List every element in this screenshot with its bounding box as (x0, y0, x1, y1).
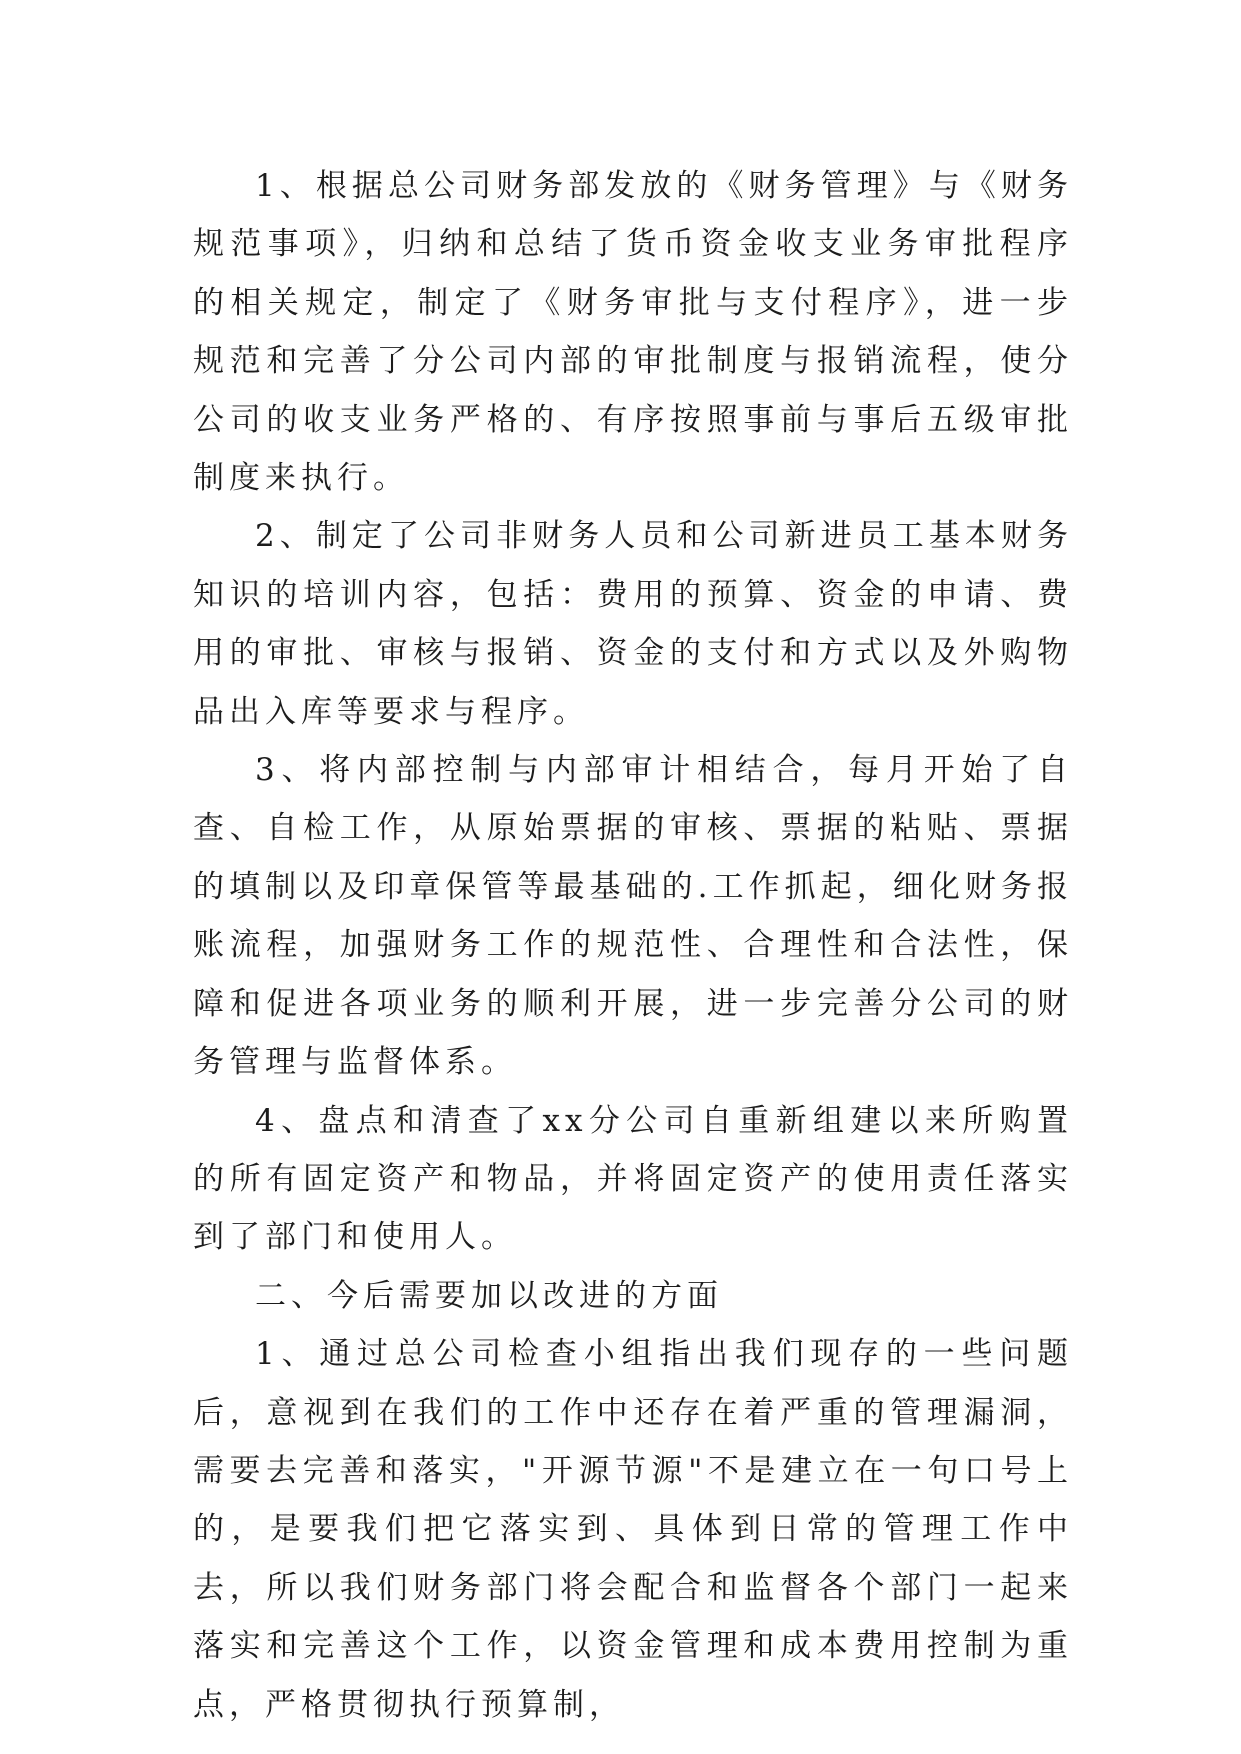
paragraph-4: 4、盘点和清查了xx分公司自重新组建以来所购置的所有固定资产和物品，并将固定资产的使用责任落实到了部门和使用人。 (193, 1102, 1073, 1256)
paragraph-1: 1、根据总公司财务部发放的《财务管理》与《财务规范事项》，归纳和总结了货币资金收支业务审批程序的相关规定，制定了《财务审批与支付程序》，进一步规范和完善了分公司内部的审批制度与报销流程，使分公司的收支业务严格的、有序按照事前与事后五级审批制度来执行。 (193, 168, 1073, 497)
paragraph-5: 1、通过总公司检查小组指出我们现存的一些问题后，意视到在我们的工作中还存在着严重的管理漏洞，需要去完善和落实，"开源节源"不是建立在一句口号上的，是要我们把它落实到、具体到日常的管理工作中去，所以我们财务部门将会配合和监督各个部门一起来落实和完善这个工作，以资金管理和成本费用控制为重点，严格贯彻执行预算制， (193, 1336, 1073, 1723)
paragraph-2: 2、制定了公司非财务人员和公司新进员工基本财务知识的培训内容，包括：费用的预算、资金的申请、费用的审批、审核与报销、资金的支付和方式以及外购物品出入库等要求与程序。 (193, 518, 1073, 730)
paragraph-3: 3、将内部控制与内部审计相结合，每月开始了自查、自检工作，从原始票据的审核、票据的粘贴、票据的填制以及印章保管等最基础的.工作抓起，细化财务报账流程，加强财务工作的规范性、合理性和合法性，保障和促进各项业务的顺利开展，进一步完善分公司的财务管理与监督体系。 (193, 752, 1073, 1081)
section-heading: 二、今后需要加以改进的方面 (255, 1277, 723, 1314)
document-body (193, 157, 1073, 1734)
